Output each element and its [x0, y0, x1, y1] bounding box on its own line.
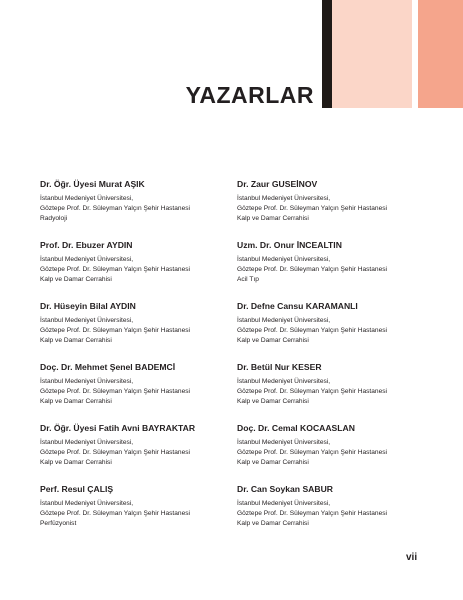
author-surname: KESER	[291, 362, 322, 372]
author-entry	[237, 484, 427, 545]
author-given-name: Dr. Defne Cansu	[237, 301, 304, 311]
author-surname: AYDIN	[109, 301, 136, 311]
author-given-name: Dr. Öğr. Üyesi Murat	[40, 179, 123, 189]
decorative-salmon-band	[418, 0, 463, 108]
author-entry	[237, 362, 427, 423]
author-institution: İstanbul Medeniyet Üniversitesi,	[237, 256, 331, 263]
author-institution: İstanbul Medeniyet Üniversitesi,	[40, 500, 134, 507]
author-department: Kalp ve Damar Cerrahisi	[237, 397, 309, 405]
author-department: Acil Tıp	[237, 275, 259, 283]
author-entry	[237, 423, 427, 484]
author-given-name: Uzm. Dr. Onur	[237, 240, 295, 250]
author-surname: KARAMANLI	[305, 301, 358, 311]
author-name	[40, 179, 230, 190]
author-entry	[40, 179, 230, 240]
author-entry	[40, 484, 230, 545]
authors-left-column	[40, 179, 230, 545]
author-hospital: Göztepe Prof. Dr. Süleyman Yalçın Şehir Hastanesi	[40, 265, 191, 273]
author-hospital: Göztepe Prof. Dr. Süleyman Yalçın Şehir Hastanesi	[40, 509, 191, 517]
decorative-light-band	[332, 0, 412, 108]
author-institution: İstanbul Medeniyet Üniversitesi,	[237, 317, 331, 324]
author-hospital: Göztepe Prof. Dr. Süleyman Yalçın Şehir Hastanesi	[237, 387, 388, 395]
author-institution: İstanbul Medeniyet Üniversitesi,	[40, 439, 134, 446]
author-institution: İstanbul Medeniyet Üniversitesi,	[40, 378, 134, 385]
author-hospital: Göztepe Prof. Dr. Süleyman Yalçın Şehir Hastanesi	[40, 204, 191, 212]
author-surname: ÇALIŞ	[87, 484, 114, 494]
author-hospital: Göztepe Prof. Dr. Süleyman Yalçın Şehir Hastanesi	[237, 265, 388, 273]
author-department: Kalp ve Damar Cerrahisi	[40, 458, 112, 466]
author-given-name: Doç. Dr. Cemal	[237, 423, 298, 433]
author-name	[40, 362, 230, 373]
author-name	[237, 240, 427, 251]
author-entry	[40, 423, 230, 484]
author-name	[40, 484, 230, 495]
author-name	[237, 423, 427, 434]
author-given-name: Dr. Can Soykan	[237, 484, 301, 494]
author-institution: İstanbul Medeniyet Üniversitesi,	[40, 317, 134, 324]
author-name	[40, 240, 230, 251]
author-entry	[237, 179, 427, 240]
author-given-name: Dr. Betül Nur	[237, 362, 290, 372]
author-name	[40, 301, 230, 312]
author-entry	[40, 362, 230, 423]
author-hospital: Göztepe Prof. Dr. Süleyman Yalçın Şehir Hastanesi	[40, 326, 191, 334]
author-institution: İstanbul Medeniyet Üniversitesi,	[237, 195, 331, 202]
page-number: vii	[406, 552, 418, 563]
author-institution: İstanbul Medeniyet Üniversitesi,	[237, 500, 331, 507]
author-surname: AYDIN	[106, 240, 133, 250]
author-institution: İstanbul Medeniyet Üniversitesi,	[40, 256, 134, 263]
author-department: Kalp ve Damar Cerrahisi	[237, 336, 309, 344]
author-given-name: Dr. Zaur	[237, 179, 270, 189]
author-surname: KOCAASLAN	[300, 423, 355, 433]
page-title: YAZARLAR	[185, 82, 314, 108]
author-surname: BADEMCİ	[135, 362, 176, 372]
author-institution: İstanbul Medeniyet Üniversitesi,	[237, 378, 331, 385]
author-department: Kalp ve Damar Cerrahisi	[237, 458, 309, 466]
author-institution: İstanbul Medeniyet Üniversitesi,	[237, 439, 331, 446]
author-hospital: Göztepe Prof. Dr. Süleyman Yalçın Şehir Hastanesi	[40, 387, 191, 395]
author-given-name: Dr. Hüseyin Bilal	[40, 301, 108, 311]
author-surname: AŞIK	[124, 179, 145, 189]
author-department: Kalp ve Damar Cerrahisi	[40, 397, 112, 405]
author-hospital: Göztepe Prof. Dr. Süleyman Yalçın Şehir Hastanesi	[40, 448, 191, 456]
author-given-name: Dr. Öğr. Üyesi Fatih Avni	[40, 423, 140, 433]
authors-right-column	[237, 179, 427, 545]
author-hospital: Göztepe Prof. Dr. Süleyman Yalçın Şehir Hastanesi	[237, 204, 388, 212]
author-name	[237, 362, 427, 373]
author-entry	[40, 240, 230, 301]
author-name	[237, 179, 427, 190]
author-name	[237, 301, 427, 312]
author-entry	[237, 240, 427, 301]
author-surname: GUSEİNOV	[271, 179, 318, 189]
author-department: Perfüzyonist	[40, 519, 77, 527]
author-name	[40, 423, 230, 434]
author-given-name: Doç. Dr. Mehmet Şenel	[40, 362, 133, 372]
author-hospital: Göztepe Prof. Dr. Süleyman Yalçın Şehir Hastanesi	[237, 509, 388, 517]
author-entry	[237, 301, 427, 362]
author-department: Radyoloji	[40, 214, 68, 222]
decorative-dark-bar	[322, 0, 332, 108]
author-institution: İstanbul Medeniyet Üniversitesi,	[40, 195, 134, 202]
author-surname: BAYRAKTAR	[142, 423, 196, 433]
author-department: Kalp ve Damar Cerrahisi	[237, 214, 309, 222]
author-name	[237, 484, 427, 495]
author-hospital: Göztepe Prof. Dr. Süleyman Yalçın Şehir Hastanesi	[237, 326, 388, 334]
author-given-name: Perf. Resul	[40, 484, 85, 494]
author-department: Kalp ve Damar Cerrahisi	[40, 275, 112, 283]
author-entry	[40, 301, 230, 362]
author-surname: İNCEALTIN	[296, 240, 342, 250]
author-department: Kalp ve Damar Cerrahisi	[237, 519, 309, 527]
author-department: Kalp ve Damar Cerrahisi	[40, 336, 112, 344]
author-surname: SABUR	[302, 484, 333, 494]
author-hospital: Göztepe Prof. Dr. Süleyman Yalçın Şehir Hastanesi	[237, 448, 388, 456]
author-given-name: Prof. Dr. Ebuzer	[40, 240, 105, 250]
